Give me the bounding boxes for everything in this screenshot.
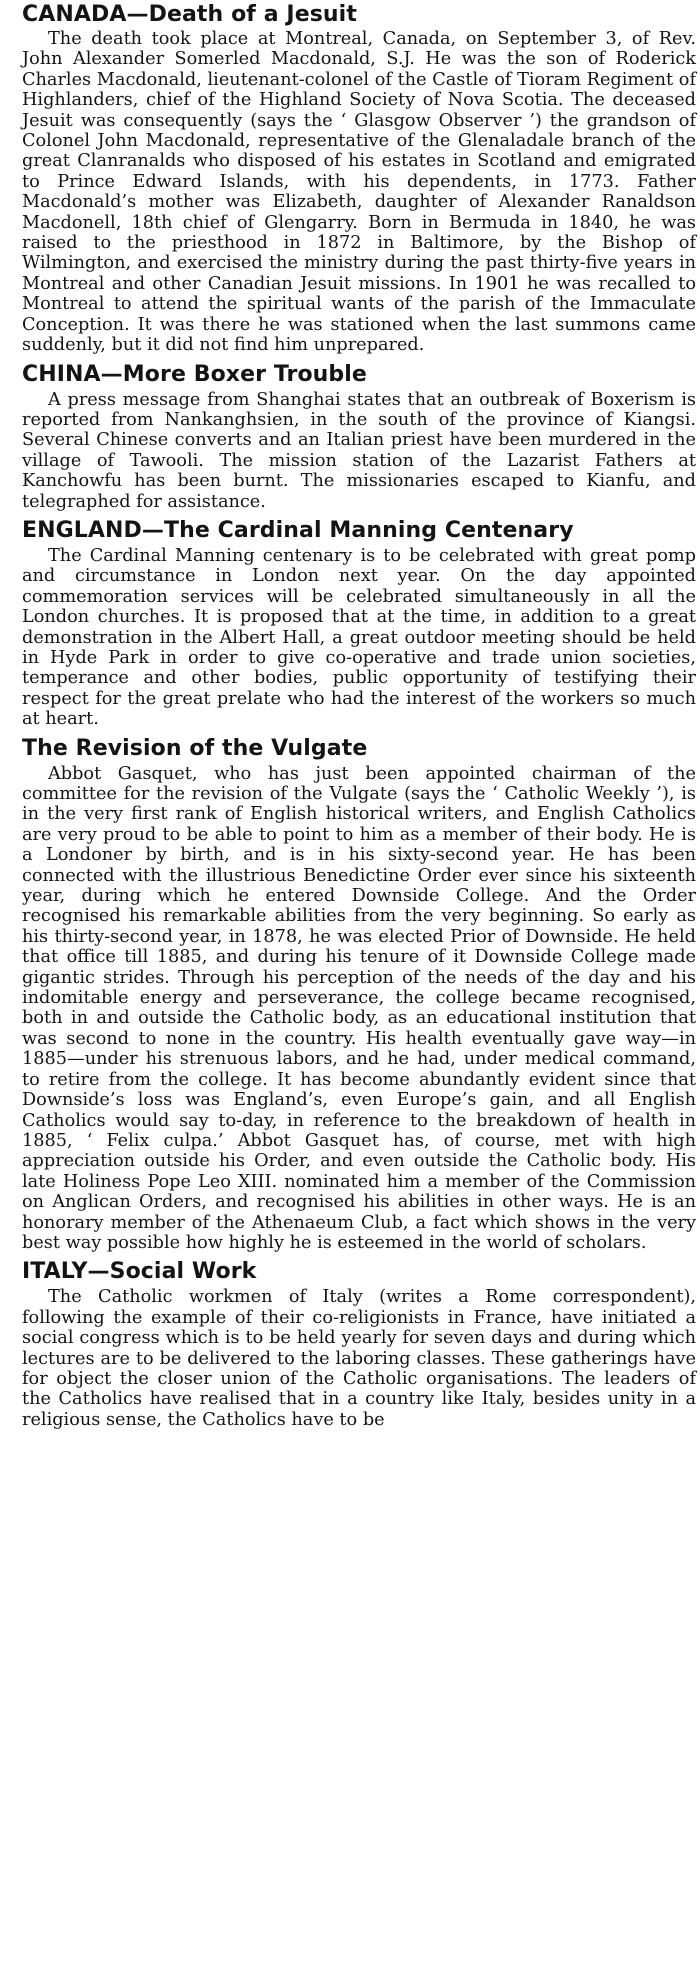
article-heading: CHINA—More Boxer Trouble: [22, 361, 367, 387]
article-heading: ENGLAND—The Cardinal Manning Centenary: [22, 517, 574, 543]
article-body: The Catholic workmen of Italy (writes a Rome correspondent), following the example of their co-religionists in France, have initiated a social congress which is to be held yearly for seven days and during which lectures are to be delivered to the laboring classes. These gatherings have for object the closer union of the Catholic organisations. The leaders of the Catholics have realised that in a country like Italy, besides unity in a religious sense, the Catholics have to be: [22, 1287, 696, 1430]
article-vulgate: [22, 734, 696, 1254]
article-heading: CANADA—Death of a Jesuit: [22, 2, 357, 27]
article-body: Abbot Gasquet, who has just been appointed chairman of the committee for the revision of the Vulgate (says the ‘ Catholic Weekly ’), is in the very first rank of English historical writers, and English Catholics are very proud to be able to point to him as a member of their body. He is a Londoner by birth, and is in his sixty-second year. He has been connected with the illustrious Benedictine Order ever since his sixteenth year, during which he entered Downside College. And the Order recognised his remarkable abilities from the very beginning. So early as his thirty-second year, in 1878, he was elected Prior of Downside. He held that office till 1885, and during his tenure of it Downside College made gigantic strides. Through his perception of the needs of the day and his indomitable energy and perseverance, the college became recognised, both in and outside the Catholic body, as an educational institution that was second to none in the country. His health eventually gave way—in 1885—under his strenuous labors, and he had, under medical command, to retire from the college. It has become abundantly evident since that Downside’s loss was England’s, even Europe’s gain, and all English Catholics would say to-day, in reference to the breakdown of health in 1885, ‘ Felix culpa.’ Abbot Gasquet has, of course, met with high appreciation outside his Order, and even outside the Catholic body. His late Holiness Pope Leo XIII. nominated him a member of the Commission on Anglican Orders, and recognised his abilities in other ways. He is an honorary member of the Athenaeum Club, a fact which shows in the very best way possible how highly he is esteemed in the world of scholars.: [22, 763, 696, 1253]
article-england: [22, 516, 696, 730]
article-italy: [22, 1257, 696, 1430]
article-heading: ITALY—Social Work: [22, 1259, 257, 1285]
article-canada: [22, 0, 696, 356]
article-body: A press message from Shanghai states that an outbreak of Boxerism is reported from Nankanghsien, in the south of the province of Kiangsi. Several Chinese converts and an Italian priest have been murdered in the village of Tawooli. The mission station of the Lazarist Fathers at Kanchowfu has been burnt. The missionaries escaped to Kianfu, and telegraphed for assistance.: [22, 389, 696, 512]
article-body: The death took place at Montreal, Canada, on September 3, of Rev. John Alexander Somerled Macdonald, S.J. He was the son of Roderick Charles Macdonald, lieutenant-colonel of the Castle of Tioram Regiment of Highlanders, chief of the Highland Society of Nova Scotia. The deceased Jesuit was consequently (says the ‘ Glasgow Observer ’) the grandson of Colonel John Macdonald, representative of the Glenaladale branch of the great Clanranalds who disposed of his estates in Scotland and emigrated to Prince Edward Islands, with his dependents, in 1773. Father Macdonald’s mother was Elizabeth, daughter of Alexander Ranaldson Macdonell, 18th chief of Glengarry. Born in Bermuda in 1840, he was raised to the priesthood in 1872 in Baltimore, by the Bishop of Wilmington, and exercised the ministry during the past thirty-five years in Montreal and other Canadian Jesuit missions. In 1901 he was recalled to Montreal to attend the spiritual wants of the parish of the Immaculate Conception. It was there he was stationed when the last summons came suddenly, but it did not find him unprepared.: [22, 29, 696, 356]
article-body: The Cardinal Manning centenary is to be celebrated with great pomp and circumstance in London next year. On the day appointed commemoration services will be celebrated simultaneously in all the London churches. It is proposed that at the time, in addition to a great demonstration in the Albert Hall, a great outdoor meeting should be held in Hyde Park in order to give co-operative and trade union societies, temperance and other bodies, public opportunity of testifying their respect for the great prelate who had the interest of the workers so much at heart.: [22, 545, 696, 730]
article-heading: The Revision of the Vulgate: [22, 735, 368, 761]
article-china: [22, 360, 696, 512]
